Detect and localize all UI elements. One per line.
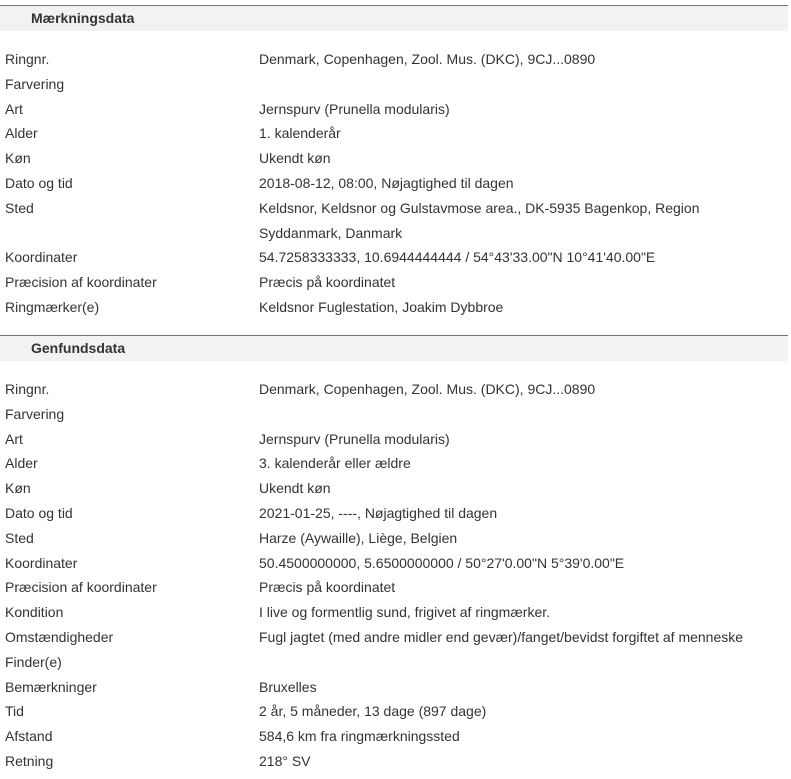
recovery-row-date-time	[0, 501, 788, 526]
row-label: Sted	[5, 199, 34, 216]
row-label: Dato og tid	[5, 504, 73, 521]
row-label: Alder	[5, 455, 38, 472]
row-label: Ringnr.	[5, 381, 50, 397]
marking-data-table	[0, 31, 788, 320]
row-value: 2018-08-12, 08:00, Nøjagtighed til dagen	[259, 174, 514, 191]
recovery-row-age	[0, 451, 788, 476]
row-value: Fugl jagtet (med andre midler end gevær)/fanget/bevidst forgiftet af menneske	[259, 628, 744, 645]
row-value: Præcis på koordinatet	[259, 579, 396, 596]
row-value: Denmark, Copenhagen, Zool. Mus. (DKC), 9CJ...0890	[259, 381, 596, 397]
row-value: Denmark, Copenhagen, Zool. Mus. (DKC), 9CJ...0890	[259, 51, 596, 67]
marking-row-species	[0, 97, 788, 122]
row-label: Omstændigheder	[5, 628, 114, 645]
row-value: 54.7258333333, 10.6944444444 / 54°43'33.00"N 10°41'40.00"E	[259, 249, 656, 266]
recovery-row-color-ring	[0, 402, 788, 427]
row-value: Bruxelles	[259, 678, 317, 695]
row-label: Køn	[5, 150, 31, 167]
row-label: Sted	[5, 529, 34, 546]
recovery-row-sex	[0, 476, 788, 501]
marking-row-sex	[0, 146, 788, 171]
recovery-data-table	[0, 361, 788, 774]
row-value: 3. kalenderår eller ældre	[259, 455, 411, 472]
row-value: Ukendt køn	[259, 480, 331, 497]
recovery-row-condition	[0, 600, 788, 625]
recovery-row-ring-number	[0, 377, 788, 402]
row-label: Farvering	[5, 75, 65, 92]
row-label: Koordinater	[5, 249, 78, 266]
row-value: Ukendt køn	[259, 150, 331, 167]
recovery-row-finders	[0, 650, 788, 675]
row-label: Finder(e)	[5, 653, 62, 670]
row-value: I live og formentlig sund, frigivet af ringmærker.	[259, 604, 551, 621]
row-label: Afstand	[5, 728, 53, 745]
row-label: Præcision af koordinater	[5, 274, 157, 291]
row-value: 2021-01-25, ----, Nøjagtighed til dagen	[259, 504, 498, 521]
row-value: Harze (Aywaille), Liège, Belgien	[259, 529, 458, 546]
recovery-row-circumstances	[0, 625, 788, 650]
row-label: Alder	[5, 125, 38, 142]
recovery-row-time	[0, 699, 788, 724]
row-value: 584,6 km fra ringmærkningssted	[259, 728, 460, 745]
marking-row-age	[0, 121, 788, 146]
row-label: Køn	[5, 480, 31, 497]
row-value: Keldsnor Fuglestation, Joakim Dybbroe	[259, 298, 504, 315]
recovery-row-coordinate-precision	[0, 575, 788, 600]
recovery-row-coordinates	[0, 551, 788, 576]
marking-row-color-ring	[0, 72, 788, 97]
row-label: Farvering	[5, 405, 65, 422]
row-value: 2 år, 5 måneder, 13 dage (897 dage)	[259, 703, 487, 720]
row-value: Keldsnor, Keldsnor og Gulstavmose area., DK-5935 Bagenkop, Region Syddanmark, Danmark	[259, 199, 700, 241]
row-value: 1. kalenderår	[259, 125, 341, 142]
marking-row-coordinates	[0, 245, 788, 270]
row-label: Kondition	[5, 604, 64, 621]
row-value: 218° SV	[259, 752, 311, 769]
marking-data-header: Mærkningsdata	[0, 5, 788, 31]
marking-row-coordinate-precision	[0, 270, 788, 295]
row-label: Koordinater	[5, 554, 78, 571]
recovery-row-species	[0, 427, 788, 452]
recovery-data-header: Genfundsdata	[0, 335, 788, 361]
row-label: Art	[5, 100, 23, 117]
row-value: 50.4500000000, 5.6500000000 / 50°27'0.00"N 5°39'0.00"E	[259, 554, 625, 571]
recovery-row-distance	[0, 724, 788, 749]
row-label: Art	[5, 430, 23, 447]
row-label: Ringnr.	[5, 51, 50, 67]
marking-row-ringers	[0, 295, 788, 320]
marking-row-date-time	[0, 171, 788, 196]
recovery-row-direction	[0, 749, 788, 774]
recovery-row-place	[0, 526, 788, 551]
marking-row-place	[0, 196, 788, 246]
row-label: Tid	[5, 703, 24, 720]
row-label: Dato og tid	[5, 174, 73, 191]
marking-data-section	[0, 5, 788, 320]
marking-row-ring-number	[0, 47, 788, 72]
row-label: Ringmærker(e)	[5, 298, 100, 315]
row-label: Bemærkninger	[5, 678, 97, 695]
row-label: Præcision af koordinater	[5, 579, 157, 596]
recovery-data-section	[0, 335, 788, 774]
recovery-row-remarks	[0, 675, 788, 700]
row-value: Jernspurv (Prunella modularis)	[259, 100, 450, 117]
row-value: Præcis på koordinatet	[259, 274, 396, 291]
row-label: Retning	[5, 752, 54, 769]
row-value: Jernspurv (Prunella modularis)	[259, 430, 450, 447]
